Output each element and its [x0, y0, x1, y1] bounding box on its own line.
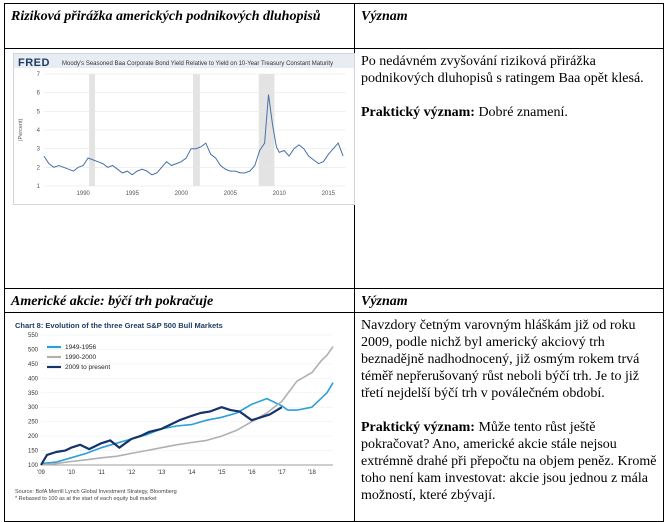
y-tick-label: 6	[36, 90, 40, 97]
legend-label: 1949-1956	[65, 344, 97, 352]
x-tick-label: 2005	[223, 191, 237, 197]
chart-cell-sp500	[5, 313, 355, 522]
y-tick-label: 3	[36, 146, 40, 153]
practical-text-2: Může tento růst ještě pokračovat? Ano, americké akcie stále nejsou extrémně drahé při přepočtu na objem peněz. Kromě toho není kam investovat: akcie jsou jednou z mála možností, které zbývají.	[361, 420, 657, 503]
sp500-footnote: * Rebased to 100 as at the start of each equity bull market	[15, 496, 157, 502]
chart-cell-fred	[5, 49, 355, 289]
sp500-plot	[13, 327, 353, 487]
y-tick-label: 4	[36, 128, 40, 134]
y-tick-label: 550	[27, 333, 38, 339]
y-tick-label: 1	[36, 184, 40, 190]
header-cell-meaning-2: Význam	[355, 289, 664, 313]
legend-label: 2009 to present	[65, 364, 111, 372]
practical-meaning-1	[361, 104, 657, 121]
x-tick-label: '12	[127, 470, 136, 476]
y-tick-label: 500	[27, 347, 38, 354]
y-tick-label: 200	[27, 434, 38, 441]
y-tick-label: 5	[36, 109, 40, 116]
y-axis-label: (Percent)	[18, 118, 24, 142]
x-tick-label: '10	[67, 470, 76, 476]
content-table	[4, 3, 664, 522]
y-tick-label: 7	[36, 72, 40, 78]
x-tick-label: '14	[187, 470, 196, 476]
x-tick-label: '15	[217, 470, 226, 476]
x-tick-label: 2015	[321, 191, 336, 197]
y-tick-label: 100	[27, 463, 38, 469]
y-tick-label: 2	[36, 165, 40, 172]
practical-label-1: Praktický význam:	[361, 105, 475, 120]
x-tick-label: '11	[97, 470, 105, 476]
paragraph-bond-spread: Po nedávném zvyšování riziková přirážka podnikových dluhopisů s ratingem Baa opět klesá.	[361, 54, 644, 86]
sp500-source: Source: BofA Merrill Lynch Global Investment Strategy, Bloomberg	[15, 489, 177, 495]
y-tick-label: 300	[27, 405, 38, 412]
fred-chart	[13, 53, 355, 205]
practical-text-1: Dobré znamení.	[474, 105, 568, 120]
header-cell-bond-spread: Riziková přirážka amerických podnikových dluhopisů	[5, 4, 355, 49]
text-cell-2	[355, 313, 664, 522]
header-cell-meaning-1: Význam	[355, 4, 664, 49]
series-line	[41, 383, 333, 464]
sp500-title: Chart 8: Evolution of the three Great S&P 500 Bull Markets	[15, 321, 223, 330]
fred-legend: Moody's Seasoned Baa Corporate Bond Yield Relative to Yield on 10-Year Treasury Constant Maturity	[62, 61, 334, 67]
x-tick-label: '13	[157, 470, 166, 476]
y-tick-label: 450	[27, 361, 38, 368]
x-tick-label: 1990	[76, 191, 90, 197]
practical-label-2: Praktický význam:	[361, 420, 475, 435]
x-tick-label: '17	[277, 470, 286, 476]
y-tick-label: 400	[27, 376, 38, 383]
y-tick-label: 150	[27, 448, 38, 455]
x-tick-label: '16	[247, 470, 256, 476]
x-tick-label: 1995	[125, 191, 139, 197]
sp500-chart	[13, 317, 353, 502]
x-tick-label: 2000	[174, 191, 188, 197]
paragraph-bull-market: Navzdory četným varovným hláškám již od roku 2009, podle nichž byl americký akciový trh beznadějně nadhodnocený, již osmým rokem trvá téměř nepřerušovaný růst neboli býčí trh. Je to již třetí nejdelší býčí trh v poválečném období.	[361, 318, 640, 401]
text-cell-1	[355, 49, 664, 289]
x-tick-label: '09	[37, 470, 45, 476]
x-tick-label: '18	[308, 470, 316, 476]
x-tick-label: 2010	[272, 191, 287, 197]
practical-meaning-2	[361, 419, 657, 504]
legend-label: 1990-2000	[65, 354, 97, 362]
header-cell-bull-market: Americké akcie: býčí trh pokračuje	[5, 289, 355, 313]
y-tick-label: 250	[27, 419, 38, 426]
fred-plot	[14, 68, 354, 204]
fred-logo: FRED	[18, 57, 50, 69]
y-tick-label: 350	[27, 390, 38, 397]
